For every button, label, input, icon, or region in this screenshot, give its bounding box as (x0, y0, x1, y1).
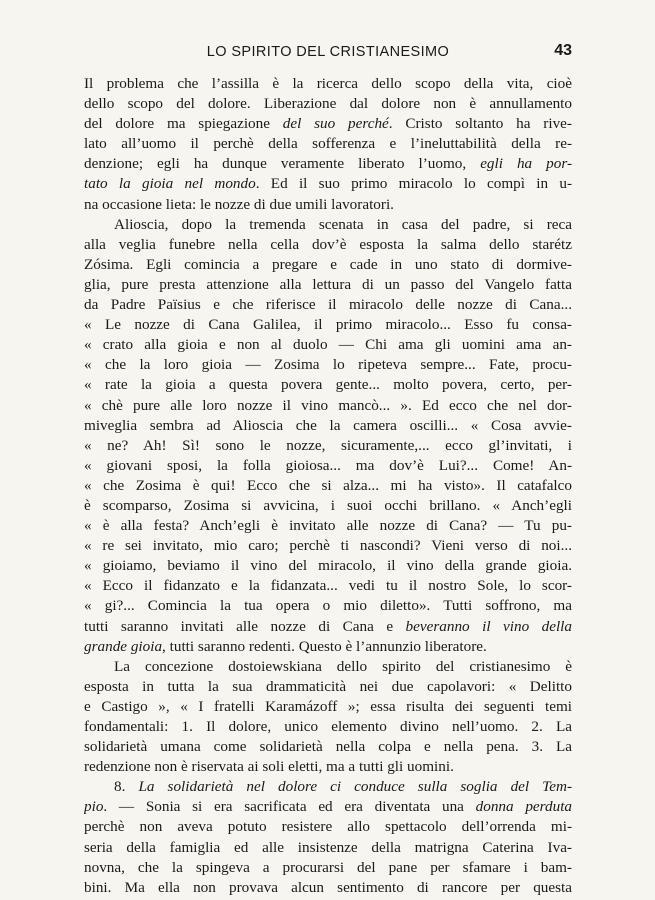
running-title: LO SPIRITO DEL CRISTIANESIMO (206, 44, 450, 60)
body-text (84, 74, 572, 898)
page-number: 43 (554, 42, 572, 59)
text-line: « rate la gioia a questa povera gente... molto povera, certo, per- (84, 376, 572, 394)
text-line: La concezione dostoiewskiana dello spirito del cristianesimo è (114, 657, 572, 675)
text-line: « Ecco il fidanzato e la fidanzata... vedi tu il nostro Sole, lo scor- (84, 577, 572, 595)
text-line: alla veglia funebre nella cella dov’è esposta la salma dello starétz (84, 235, 572, 253)
text-line: miveglia sembra ad Alioscia che la camera oscilli... « Cosa avvie- (84, 416, 572, 434)
text-line: na occasione lieta: le nozze di due umili lavoratori. (84, 195, 394, 213)
text-line: denzione; egli ha dunque veramente liberato l’uomo, egli ha por- (84, 155, 572, 173)
text-line: glia, pure presta attenzione alla lettura di un passo del Vangelo fatta (84, 275, 572, 293)
text-line: « giovani sposi, la folla gioiosa... ma dov’è Lui?... Come! An- (84, 456, 572, 474)
text-line: bini. Ma ella non provava alcun sentimento di rancore per questa (84, 878, 572, 896)
text-line: « re sei invitato, mio caro; perchè ti nascondi? Vieni verso di noi... (84, 537, 572, 555)
text-line: « che la loro gioia — Zosima lo ripeteva sempre... Fate, procu- (84, 356, 572, 374)
text-line: Alioscia, dopo la tremenda scenata in casa del padre, si reca (114, 215, 572, 233)
text-line: « gioiamo, beviamo il vino del miracolo, il vino della grande gioia. (84, 557, 572, 575)
text-line: fondamentali: 1. Il dolore, unico elemento divino nell’uomo. 2. La (84, 718, 572, 735)
text-line: seria della famiglia ed alle insistenze della matrigna Caterina Iva- (84, 838, 572, 856)
text-line: del dolore ma spiegazione del suo perché. Cristo soltanto ha rive- (84, 115, 572, 133)
text-line: 8. La solidarietà nel dolore ci conduce sulla soglia del Tem- (114, 778, 572, 796)
text-line: dello scopo del dolore. Liberazione dal dolore non è annullamento (84, 95, 572, 113)
text-line: novna, che la spingeva a procurarsi del pane per sfamare i bam- (84, 858, 572, 876)
text-line: tutti saranno invitati alle nozze di Cana e beveranno il vino della (84, 617, 572, 635)
text-line: « è alla festa? Anch’egli è invitato alle nozze di Cana? — Tu pu- (84, 517, 572, 535)
text-line: redenzione non è riservata ai soli eletti, ma a tutti gli uomini. (84, 758, 454, 776)
text-line: « Le nozze di Cana Galilea, il primo miracolo... Esso fu consa- (84, 316, 572, 334)
text-line: è scomparso, Zosima si avvicina, i suoi occhi brillano. « Anch’egli (84, 496, 572, 514)
text-line: pio. — Sonia si era sacrificata ed era diventata una donna perduta (84, 798, 572, 816)
text-line: perchè non aveva potuto resistere allo spettacolo dell’orrenda mi- (84, 818, 572, 836)
text-line: Il problema che l’assilla è la ricerca dello scopo della vita, cioè (84, 75, 572, 92)
text-line: « ne? Ah! Sì! sono le nozze, sicuramente,... ecco gl’invitati, i (84, 436, 572, 454)
text-line: « crato alla gioia e non al duolo — Chi ama gli uomini ama an- (84, 336, 572, 354)
page-header (84, 44, 572, 66)
text-line: e Castigo », « I fratelli Karamázoff »; essa risulta dei seguenti temi (84, 697, 572, 715)
text-line: grande gioia, tutti saranno redenti. Questo è l’annunzio liberatore. (84, 637, 487, 655)
text-line: tato la gioia nel mondo. Ed il suo primo miracolo lo compì in u- (84, 175, 572, 193)
text-line: « gi?... Comincia la tua opera o mio diletto». Tutti soffrono, ma (84, 597, 572, 615)
text-line: solidarietà umana come solidarietà nella colpa e nella pena. 3. La (84, 738, 572, 756)
text-line: esposta in tutta la sua drammaticità nei due capolavori: « Delitto (84, 677, 572, 695)
text-line: lato all’uomo il perchè della sofferenza e l’ineluttabilità della re- (84, 135, 572, 153)
text-line: « chè pure alle loro nozze il vino mancò... ». Ed ecco che nel dor- (84, 396, 572, 414)
text-line: « che Zosima è qui! Ecco che si alza... mi ha visto». Il catafalco (84, 476, 572, 494)
text-line: Zósima. Egli comincia a pregare e cade in uno stato di dormive- (84, 255, 572, 273)
text-line: da Padre Païsius e che riferisce il miracolo delle nozze di Cana... (84, 296, 572, 314)
